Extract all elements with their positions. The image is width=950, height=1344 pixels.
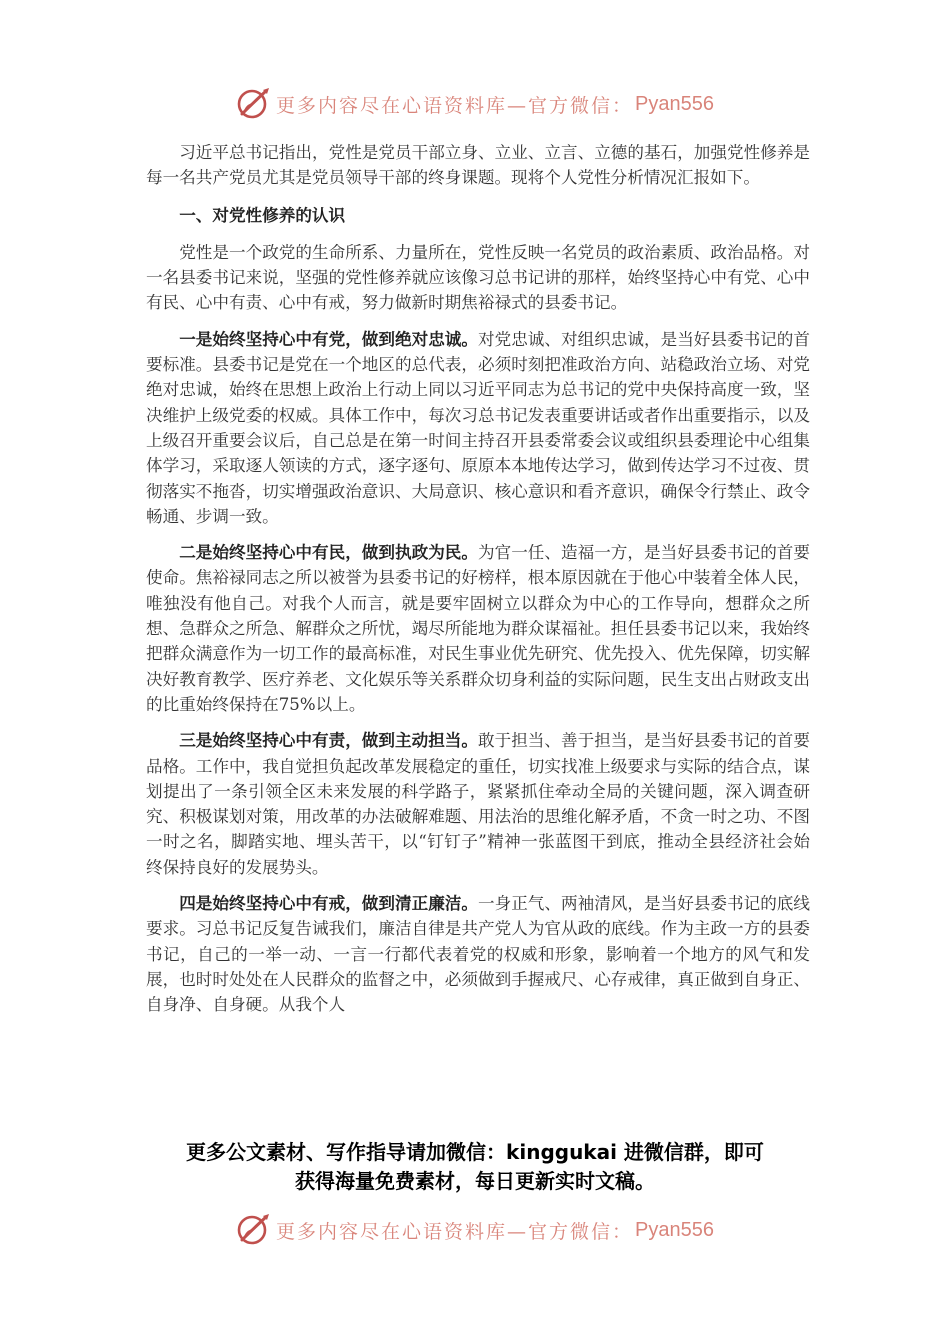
point-paragraph-4 <box>146 891 810 1017</box>
promo-line-1: 更多公文素材、写作指导请加微信：kinggukai 进微信群，即可 <box>186 1140 764 1164</box>
footer-watermark <box>0 1210 950 1250</box>
point-lead-4: 四是始终坚持心中有戒，做到清正廉洁。 <box>179 893 478 914</box>
point-text-3: 敢于担当、善于担当，是当好县委书记的首要品格。工作中，我自觉担负起改革发展稳定的重任，切实找准上级要求与实际的结合点，谋划提出了一条引领全区未来发展的科学路子，紧紧抓住牵动全局的关键问题，深入调查研究、积极谋划对策，用改革的办法破解难题、用法治的思维化解矛盾，不贪一时之功、不图一时之名，脚踏实地、埋头苦干，以“钉钉子”精神一张蓝图干到底，推动全县经济社会始终保持良好的发展势头。 <box>146 731 811 877</box>
point-text-1: 对党忠诚、对组织忠诚，是当好县委书记的首要标准。县委书记是党在一个地区的总代表，必须时刻把准政治方向、站稳政治立场、对党绝对忠诚，始终在思想上政治上行动上同以习近平同志为总书记的党中央保持高度一致，坚决维护上级党委的权威。具体工作中，每次习总书记发表重要讲话或者作出重要指示，以及上级召开重要会议后，自己总是在第一时间主持召开县委常委会议或组织县委理论中心组集体学习，采取逐人领读的方式，逐字逐句、原原本本地传达学习，做到传达学习不过夜、贯彻落实不拖沓，切实增强政治意识、大局意识、核心意识和看齐意识，确保令行禁止、政令畅通、步调一致。 <box>146 329 811 526</box>
document-body <box>146 140 810 1029</box>
point-lead-3: 三是始终坚持心中有责，做到主动担当。 <box>179 730 478 751</box>
watermark-wechat-id: Pyan556 <box>635 1218 714 1241</box>
section-heading <box>146 203 810 228</box>
point-paragraph-3 <box>146 728 810 880</box>
point-paragraph-1 <box>146 327 810 529</box>
point-text-4: 一身正气、两袖清风，是当好县委书记的底线要求。习总书记反复告诫我们，廉洁自律是共产党人为官从政的底线。作为主政一方的县委书记，自己的一举一动、一言一行都代表着党的权威和形象，影响着一个地方的风气和发展，也时时处处在人民群众的监督之中，必须做到手握戒尺、心存戒律，真正做到自身正、自身净、自身硬。从我个人 <box>146 894 811 1015</box>
watermark-text: 更多内容尽在心语资料库—官方微信： <box>276 94 634 117</box>
point-text-2: 为官一任、造福一方，是当好县委书记的首要使命。焦裕禄同志之所以被誉为县委书记的好榜样，根本原因就在于他心中装着全体人民，唯独没有他自己。对我个人而言，就是要牢固树立以群众为中心的工作导向，想群众之所想、急群众之所急、解群众之所忧，竭尽所能地为群众谋福祉。担任县委书记以来，我始终把群众满意作为一切工作的最高标准，对民生事业优先研究、优先投入、优先保障，切实解决好教育教学、医疗养老、文化娱乐等关系群众切身利益的实际问题，民生支出占财政支出的比重始终保持在75%以上。 <box>146 543 811 714</box>
point-lead-2: 二是始终坚持心中有民，做到执政为民。 <box>179 542 478 563</box>
point-paragraph-2 <box>146 540 810 717</box>
section-paragraph: 党性是一个政党的生命所系、力量所在，党性反映一名党员的政治素质、政治品格。对一名县委书记来说，坚强的党性修养就应该像习总书记讲的那样，始终坚持心中有党、心中有民、心中有责、心中有戒，努力做新时期焦裕禄式的县委书记。 <box>146 242 810 313</box>
header-watermark <box>0 84 950 124</box>
promo-banner <box>0 1138 950 1196</box>
pen-writing-icon <box>236 86 272 122</box>
point-lead-1: 一是始终坚持心中有党，做到绝对忠诚。 <box>179 328 478 349</box>
promo-line-2: 获得海量免费素材，每日更新实时文稿。 <box>295 1169 655 1193</box>
section-heading-text: 一、对党性修养的认识 <box>179 204 346 225</box>
intro-paragraph: 习近平总书记指出，党性是党员干部立身、立业、立言、立德的基石，加强党性修养是每一名共产党员尤其是党员领导干部的终身课题。现将个人党性分析情况汇报如下。 <box>146 143 810 188</box>
watermark-wechat-id: Pyan556 <box>635 92 714 115</box>
watermark-text: 更多内容尽在心语资料库—官方微信： <box>276 1220 634 1243</box>
pen-writing-icon <box>236 1212 272 1248</box>
